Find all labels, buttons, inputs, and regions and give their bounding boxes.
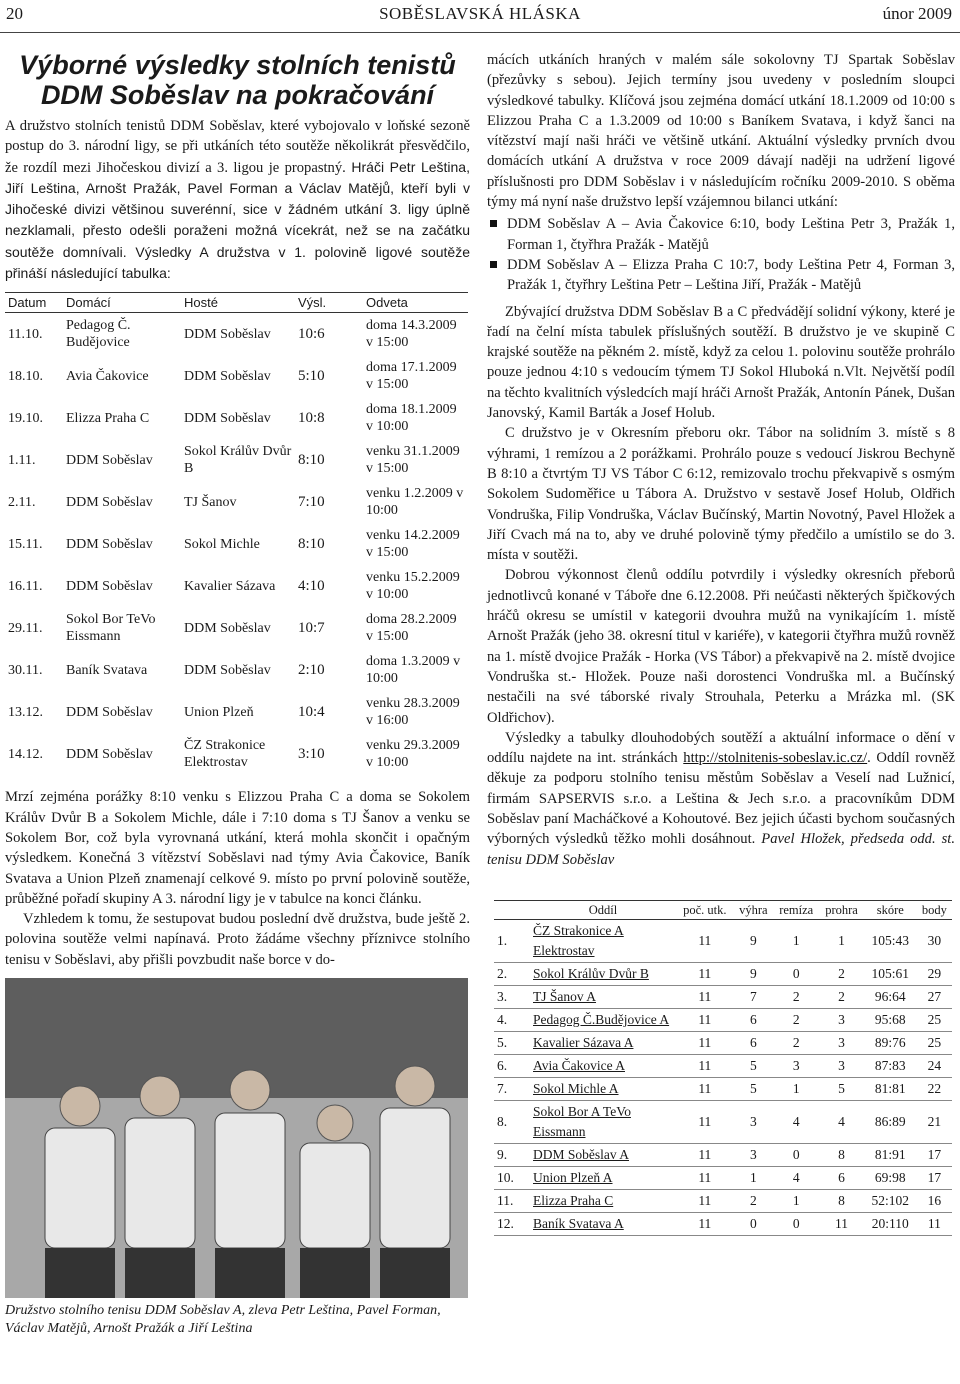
points: 25 [917, 1032, 952, 1055]
away-team: Kavalier Sázava [184, 578, 276, 594]
club-name: Sokol Králův Dvůr B [530, 963, 676, 986]
draws: 3 [773, 1055, 819, 1078]
right-column [487, 50, 955, 870]
away-team: DDM Soběslav [184, 326, 271, 342]
bullet-item: DDM Soběslav A – Avia Čakovice 6:10, body Leština Petr 3, Pražák 1, Forman 1, čtyřhra Pražák - Matějů [507, 214, 955, 255]
score: 81:91 [864, 1144, 917, 1167]
article-paragraph-2: Vzhledem k tomu, že sestupovat budou poslední dvě družstva, bude ještě 2. polovina soutěže velmi napínavá. Proto žádáme všechny příznivce stolního tenisu v Soběslavi, aby přišli povzbudit naše borce v do- [5, 911, 470, 968]
points: 24 [917, 1055, 952, 1078]
score: 105:43 [864, 920, 917, 963]
away-team: Sokol Králův Dvůr B [184, 444, 292, 477]
draws: 1 [773, 1078, 819, 1101]
intro-part-a: A družstvo stolních tenistů DDM Soběslav, které vybojovalo v loňské sezoně postup do 3. národní ligy, se při utkáních této soutěže několikrát přesvědčilo, že rozdíl mezi Jihočeskou divizí a 3. ligou je propastný. [5, 118, 470, 176]
standings-header-cell: skóre [864, 901, 917, 920]
wins: 2 [734, 1190, 773, 1213]
club-name: Avia Čakovice A [530, 1055, 676, 1078]
losses: 6 [819, 1167, 864, 1190]
article-title-line-1: Výborné výsledky stolních tenistů [19, 50, 456, 80]
return-match: venku 28.3.2009 v 16:00 [366, 696, 460, 729]
results-header-cell: Odveta [363, 293, 468, 313]
club-name: Union Plzeň A [530, 1167, 676, 1190]
rank: 7. [494, 1078, 530, 1101]
games-played: 11 [676, 1009, 734, 1032]
wins: 5 [734, 1078, 773, 1101]
rank: 9. [494, 1144, 530, 1167]
standings-row [494, 1213, 952, 1236]
return-match: doma 14.3.2009 v 15:00 [366, 318, 457, 351]
rank: 5. [494, 1032, 530, 1055]
home-team: Sokol Bor TeVo Eissmann [66, 612, 156, 645]
standings-row [494, 1101, 952, 1144]
points: 22 [917, 1078, 952, 1101]
right-paragraph-1: mácích utkáních hraných v malém sále sokolovny TJ Spartak Soběslav (přezůvky s sebou). Jejich termíny jsou uvedeny v posledním sloupci výsledkové tabulky. Klíčová jsou zejména domácí utkání 18.1.2009 od 10:00 s Elizzou Praha C a 1.3.2009 od 10:00 s Baníkem Svatava, i když šanci na vítězství mají naši hráči ve většině utkání. Aktuální výsledky prvních dvou domácích utkání A družstva v roce 2009 dávají naději na udržení ligové příslušnosti pro DDM Soběslav i v následujícím ročníku 2009-2010. S oběma týmy má nyní naše družstvo lepší vzájemnou bilanci utkání: [487, 52, 955, 211]
games-played: 11 [676, 920, 734, 963]
draws: 0 [773, 1213, 819, 1236]
match-date: 18.10. [8, 368, 43, 384]
home-team: DDM Soběslav [66, 536, 153, 552]
match-date: 11.10. [8, 326, 43, 342]
home-team: Elizza Praha C [66, 410, 150, 426]
match-date: 15.11. [8, 536, 43, 552]
home-team: Avia Čakovice [66, 368, 149, 384]
standings-header-cell: remíza [773, 901, 819, 920]
points: 25 [917, 1009, 952, 1032]
return-match: doma 28.2.2009 v 15:00 [366, 612, 457, 645]
match-date: 2.11. [8, 494, 36, 510]
away-team: DDM Soběslav [184, 410, 271, 426]
losses: 8 [819, 1144, 864, 1167]
games-played: 11 [676, 1055, 734, 1078]
points: 16 [917, 1190, 952, 1213]
team-photo [5, 978, 468, 1298]
standings-row [494, 963, 952, 986]
match-score: 8:10 [298, 451, 325, 468]
standings-row [494, 1144, 952, 1167]
club-name: Kavalier Sázava A [530, 1032, 676, 1055]
losses: 2 [819, 986, 864, 1009]
right-paragraph-3: C družstvo je v Okresním přeboru okr. Tábor na solidním 3. místě s 8 výhrami, 1 remízou a 2 porážkami. Prohrálo pouze s vedoucí Jiskrou Bechyně B 8:10 a čtvrtým TJ VS Tábor C 6:12, remizovalo trochu překvapivě s osmým Sokolem Sudoměřice u Tábora A. Družstvo v sestavě Josef Holub, Oldřich Vondruška, Filip Vondruška, Václav Bučínský, Martin Novotný, Pavel Hložek a Jiří Cvach má na to, aby ve druhé polovině týmy předčilo a umístilo se do 3. místa v soutěži. [487, 425, 955, 564]
results-row [5, 439, 468, 481]
points: 21 [917, 1101, 952, 1144]
games-played: 11 [676, 1213, 734, 1236]
wins: 1 [734, 1167, 773, 1190]
club-name: TJ Šanov A [530, 986, 676, 1009]
club-name: Sokol Bor A TeVo Eissmann [530, 1101, 676, 1144]
points: 17 [917, 1144, 952, 1167]
signature: Pavel Hložek, předseda odd. st. tenisu DDM Soběslav [487, 831, 955, 868]
wins: 7 [734, 986, 773, 1009]
rank: 4. [494, 1009, 530, 1032]
results-row [5, 691, 468, 733]
club-name: Sokol Michle A [530, 1078, 676, 1101]
results-row [5, 481, 468, 523]
results-header-cell: Výsl. [295, 293, 363, 313]
match-score: 8:10 [298, 535, 325, 552]
wins: 0 [734, 1213, 773, 1236]
return-match: venku 31.1.2009 v 15:00 [366, 444, 460, 477]
standings-table [494, 900, 952, 1236]
standings-header-cell: prohra [819, 901, 864, 920]
article-paragraph-1: Mrzí zejména porážky 8:10 venku s Elizzou Praha C a doma se Sokolem Králův Dvůr B a Sokolem Michle, dále i 7:10 doma s TJ Šanov a venku se Sokolem Bor, což byla vyrovnaná utkání, která mohla skončit i opačným výsledkem. Konečná 3 vítězství Soběslavi nad týmy Avia Čakovice, Baník Svatava a Union Plzeň znamenají celkové 9. místo po první polovině soutěže, průběžné pořadí skupiny A 3. národní ligy je v tabulce na konci článku. [5, 789, 470, 907]
match-score: 10:6 [298, 325, 325, 342]
results-header-cell: Hosté [181, 293, 295, 313]
games-played: 11 [676, 963, 734, 986]
results-row [5, 649, 468, 691]
games-played: 11 [676, 1101, 734, 1144]
away-team: Sokol Michle [184, 536, 260, 552]
score: 69:98 [864, 1167, 917, 1190]
return-match: doma 1.3.2009 v 10:00 [366, 654, 461, 687]
club-name: Elizza Praha C [530, 1190, 676, 1213]
away-team: DDM Soběslav [184, 662, 271, 678]
standings-row [494, 1009, 952, 1032]
standings-row [494, 1032, 952, 1055]
draws: 1 [773, 1190, 819, 1213]
results-body [5, 313, 468, 776]
wins: 3 [734, 1101, 773, 1144]
away-team: DDM Soběslav [184, 620, 271, 636]
standings-body [494, 920, 952, 1236]
away-team: TJ Šanov [184, 494, 237, 510]
return-match: doma 17.1.2009 v 15:00 [366, 360, 457, 393]
page-number: 20 [6, 4, 23, 23]
points: 30 [917, 920, 952, 963]
right-paragraph-4: Dobrou výkonnost členů oddílu potvrdily i výsledky okresních přeborů jednotlivců konané v Táboře dne 6.12.2008. Při neúčasti některých špičkových hráčů okresu se umístil v kategorii dvouhra mužů na vynikajícím 1. místě Arnošt Pražák (jeho 38. okresní titul v kariéře), v kategorii čtyřhra mužů rovněž na 1. místě dvojice Pražák - Horka (VS Tábor) a překvapivě na 2. místě dvojice Vondruška st.- Hložek. Pouze naši dorostenci Vondruška ml. a Bučínský nestačili na své táborské rivaly Strouhala, Peterku a Mrázka ml. (SK Oldřichov). [487, 567, 955, 726]
rank: 6. [494, 1055, 530, 1078]
games-played: 11 [676, 1078, 734, 1101]
photo-caption: Družstvo stolního tenisu DDM Soběslav A, zleva Petr Leština, Pavel Forman, Václav Matějů, Arnošt Pražák a Jiří Leština [5, 1303, 441, 1337]
points: 17 [917, 1167, 952, 1190]
draws: 2 [773, 1032, 819, 1055]
results-header-cell: Datum [5, 293, 63, 313]
games-played: 11 [676, 1190, 734, 1213]
away-team: Union Plzeň [184, 704, 254, 720]
losses: 3 [819, 1009, 864, 1032]
score: 86:89 [864, 1101, 917, 1144]
wins: 9 [734, 963, 773, 986]
draws: 0 [773, 1144, 819, 1167]
standings-header-cell: poč. utk. [676, 901, 734, 920]
standings-header-cell: výhra [734, 901, 773, 920]
score: 87:83 [864, 1055, 917, 1078]
home-team: DDM Soběslav [66, 452, 153, 468]
return-match: venku 14.2.2009 v 15:00 [366, 528, 460, 561]
match-date: 13.12. [8, 704, 43, 720]
rank: 12. [494, 1213, 530, 1236]
standings-header-cell: Oddíl [530, 901, 676, 920]
results-row [5, 607, 468, 649]
match-bullets [487, 214, 955, 295]
club-name: Baník Svatava A [530, 1213, 676, 1236]
rank: 8. [494, 1101, 530, 1144]
match-date: 19.10. [8, 410, 43, 426]
draws: 2 [773, 986, 819, 1009]
left-column [5, 50, 470, 1338]
results-table [5, 292, 468, 775]
rank: 3. [494, 986, 530, 1009]
score: 81:81 [864, 1078, 917, 1101]
losses: 5 [819, 1078, 864, 1101]
match-score: 7:10 [298, 493, 325, 510]
score: 105:61 [864, 963, 917, 986]
home-team: DDM Soběslav [66, 746, 153, 762]
return-match: venku 1.2.2009 v 10:00 [366, 486, 464, 519]
points: 27 [917, 986, 952, 1009]
losses: 3 [819, 1032, 864, 1055]
article-title [5, 50, 470, 110]
losses: 11 [819, 1213, 864, 1236]
draws: 1 [773, 920, 819, 963]
results-row [5, 313, 468, 356]
page-header [0, 0, 960, 33]
match-score: 5:10 [298, 367, 325, 384]
rank: 11. [494, 1190, 530, 1213]
score: 95:68 [864, 1009, 917, 1032]
return-match: venku 15.2.2009 v 10:00 [366, 570, 460, 603]
home-team: Baník Svatava [66, 662, 148, 678]
draws: 2 [773, 1009, 819, 1032]
home-team: DDM Soběslav [66, 494, 153, 510]
wins: 9 [734, 920, 773, 963]
score: 96:64 [864, 986, 917, 1009]
draws: 4 [773, 1167, 819, 1190]
away-team: ČZ Strakonice Elektrostav [184, 738, 266, 771]
games-played: 11 [676, 1144, 734, 1167]
article-title-line-2: DDM Soběslav na pokračování [40, 80, 435, 110]
return-match: venku 29.3.2009 v 10:00 [366, 738, 460, 771]
match-score: 4:10 [298, 577, 325, 594]
article-intro [5, 116, 470, 284]
match-score: 10:4 [298, 703, 325, 720]
losses: 4 [819, 1101, 864, 1144]
games-played: 11 [676, 986, 734, 1009]
magazine-title: SOBĚSLAVSKÁ HLÁSKA [379, 4, 581, 23]
losses: 8 [819, 1190, 864, 1213]
match-date: 1.11. [8, 452, 36, 468]
wins: 6 [734, 1032, 773, 1055]
results-row [5, 565, 468, 607]
results-header-cell: Domácí [63, 293, 181, 313]
bullet-item: DDM Soběslav A – Elizza Praha C 10:7, body Leština Petr 4, Forman 3, Pražák 1, čtyřhry Leština Petr – Leština Jiří, Pražák - Matějů [507, 255, 955, 296]
points: 11 [917, 1213, 952, 1236]
standings-header-cell [494, 901, 530, 920]
match-score: 3:10 [298, 745, 325, 762]
standings-row [494, 1167, 952, 1190]
points: 29 [917, 963, 952, 986]
standings-row [494, 920, 952, 963]
standings-row [494, 1055, 952, 1078]
games-played: 11 [676, 1032, 734, 1055]
club-name: Pedagog Č.Budějovice A [530, 1009, 676, 1032]
return-match: doma 18.1.2009 v 10:00 [366, 402, 457, 435]
wins: 3 [734, 1144, 773, 1167]
right-paragraph-2: Zbývající družstva DDM Soběslav B a C předvádějí solidní výkony, které je řadí na čelní místa tabulek příslušných soutěží. B družstvo je ve skupině C krajské soutěže na pěkném 2. místě, když za celou 1. polovinu soutěže prohrálo pouze jednou 4:10 s vedoucím týmem TJ Sokol Hluboká n.Vlt. Největší podíl na těchto kvalitních výsledcích mají hráči Arnošt Pražák, Antonín Pánek, Dušan Janovský, Kamil Barták a Josef Holub. [487, 303, 955, 422]
rank: 2. [494, 963, 530, 986]
results-row [5, 397, 468, 439]
intro-part-b: Hráči Petr Leština, Jiří Leština, Arnošt Pražák, Pavel Forman a Václav Matějů, kteří byli v Jihočeské divizi většinou suverénní, sice v žádném utkání 3. ligy úplně nezklamali, přesto odešli poraženi možná vícekrát, než se na začátku soutěže domnívali. Výsledky A družstva v 1. polovině ligové soutěže přináší následující tabulka: [5, 158, 470, 282]
home-team: DDM Soběslav [66, 704, 153, 720]
standings-row [494, 986, 952, 1009]
paragraph-5-part-a: Výsledky a tabulky dlouhodobých soutěží a aktuální informace o dění v oddílu najdete na int. stránkách [487, 729, 955, 767]
match-score: 10:7 [298, 619, 325, 636]
home-team: Pedagog Č. Budějovice [66, 318, 131, 351]
match-date: 29.11. [8, 620, 43, 636]
results-row [5, 355, 468, 397]
match-date: 16.11. [8, 578, 43, 594]
games-played: 11 [676, 1167, 734, 1190]
match-date: 30.11. [8, 662, 43, 678]
standings-row [494, 1078, 952, 1101]
paragraph-5-part-b: . Oddíl rovněž děkuje za podporu stolního tenisu městům Soběslav a Veselí nad Lužnicí, firmám SAPSERVIS s.r.o. a Leština & Jech s.r.o. a pracovníkům DDM Soběslav paní Macháčkové a Kohoutové. Bez jejich účasti bychom současných výborných výsledků těžko mohli dosáhnout. [487, 750, 955, 848]
match-date: 14.12. [8, 746, 43, 762]
team-photo-illustration [5, 978, 468, 1298]
draws: 0 [773, 963, 819, 986]
standings-header-cell: body [917, 901, 952, 920]
standings-header-row [494, 901, 952, 920]
away-team: DDM Soběslav [184, 368, 271, 384]
losses: 1 [819, 920, 864, 963]
match-score: 2:10 [298, 661, 325, 678]
standings-row [494, 1190, 952, 1213]
club-name: ČZ Strakonice A Elektrostav [530, 920, 676, 963]
score: 20:110 [864, 1213, 917, 1236]
right-paragraph-5 [487, 728, 955, 870]
rank: 10. [494, 1167, 530, 1190]
losses: 3 [819, 1055, 864, 1078]
results-header-row [5, 293, 468, 313]
club-website-link[interactable]: http://stolnitenis-sobeslav.ic.cz/ [683, 750, 868, 767]
issue-date: únor 2009 [882, 4, 952, 23]
club-name: DDM Soběslav A [530, 1144, 676, 1167]
wins: 5 [734, 1055, 773, 1078]
draws: 4 [773, 1101, 819, 1144]
results-row [5, 733, 468, 775]
rank: 1. [494, 920, 530, 963]
home-team: DDM Soběslav [66, 578, 153, 594]
score: 52:102 [864, 1190, 917, 1213]
losses: 2 [819, 963, 864, 986]
wins: 6 [734, 1009, 773, 1032]
results-row [5, 523, 468, 565]
match-score: 10:8 [298, 409, 325, 426]
score: 89:76 [864, 1032, 917, 1055]
